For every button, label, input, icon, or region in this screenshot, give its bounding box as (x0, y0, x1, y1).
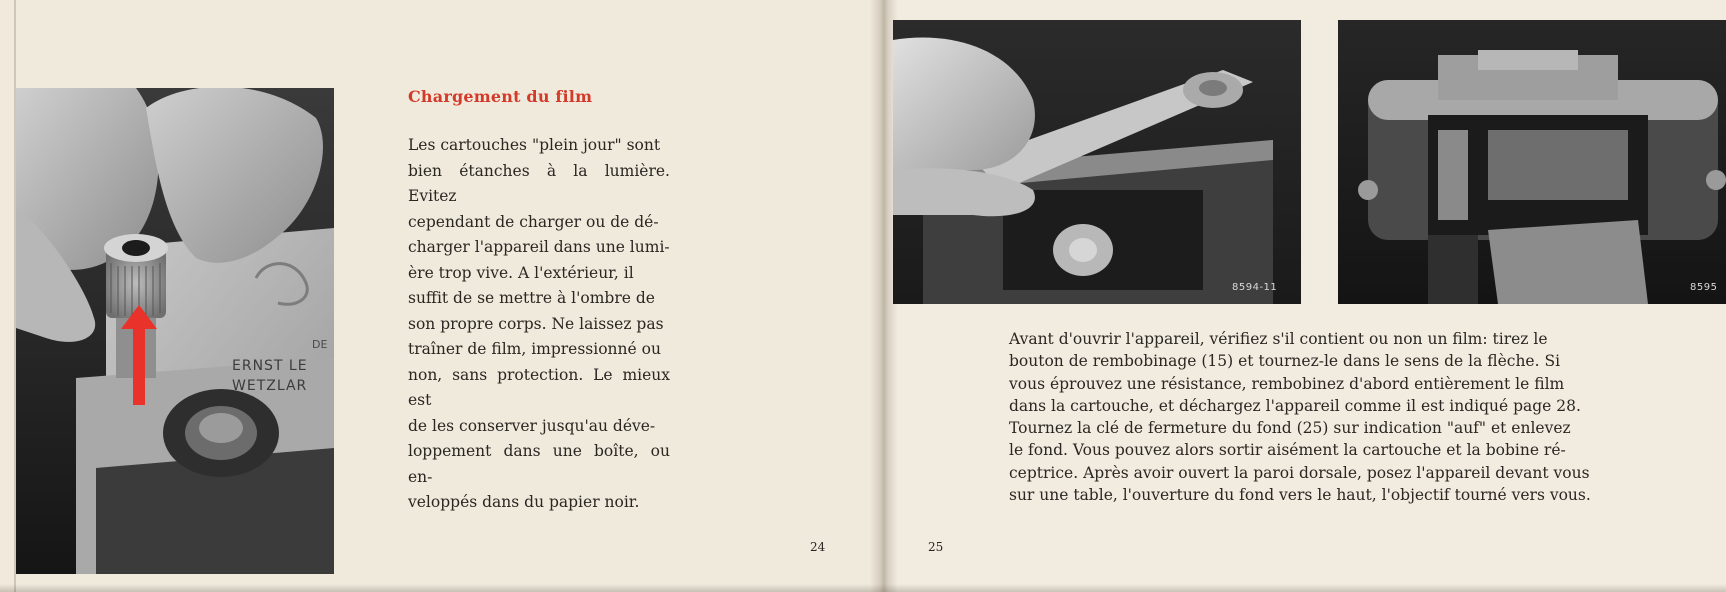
open-camera-photo (1338, 20, 1726, 304)
photo-figure-label-2: 8595 (1690, 282, 1718, 293)
page-bottom-shadow (0, 584, 1726, 592)
left-body-text: Les cartouches "plein jour" sont bien étanches à la lumière. Evitez cependant de charger ou de dé- charger l'appareil dans une lumi- ère trop vive. A l'extérieur, il suffit de se mettre à l'ombre de son propre corps. Ne laissez pas traîner de film, impressionné ou non, sans protection. Le mieux est de les conserver jusqu'au déve- loppement dans une boîte, ou en- veloppés dans du papier noir. (408, 136, 670, 511)
camera-engraving-line1: ERNST LE (232, 358, 308, 374)
camera-engraving-line2: WETZLAR (232, 378, 308, 394)
photo-figure-label-1: 8594-11 (1232, 282, 1278, 293)
right-body-text: Avant d'ouvrir l'appareil, vérifiez s'il contient ou non un film: tirez le bouton de rembobinage (15) et tournez-le dans le sens de la flèche. Si vous éprouvez une résistance, rembobinez d'abord entièrement le film dans la cartouche, et déchargez l'appareil comme il est indiqué page 28. Tournez la clé de fermeture du fond (25) sur indication "auf" et enlevez le fond. Vous pouvez alors sortir aisément la cartouche et la bobine ré- ceptrice. Après avoir ouvert la paroi dorsale, posez l'appareil devant vous sur une table, l'ouverture du fond vers le haut, l'objectif tourné vers vous. (1009, 330, 1591, 505)
page-number-right: 25 (928, 540, 944, 554)
red-arrow-icon (121, 305, 157, 405)
baseplate-removal-photo (893, 20, 1301, 304)
rewind-knob-photo (16, 88, 334, 574)
page-number-left: 24 (810, 540, 826, 554)
camera-engraving-small: DE (312, 338, 328, 351)
section-heading: Chargement du film (408, 87, 593, 106)
